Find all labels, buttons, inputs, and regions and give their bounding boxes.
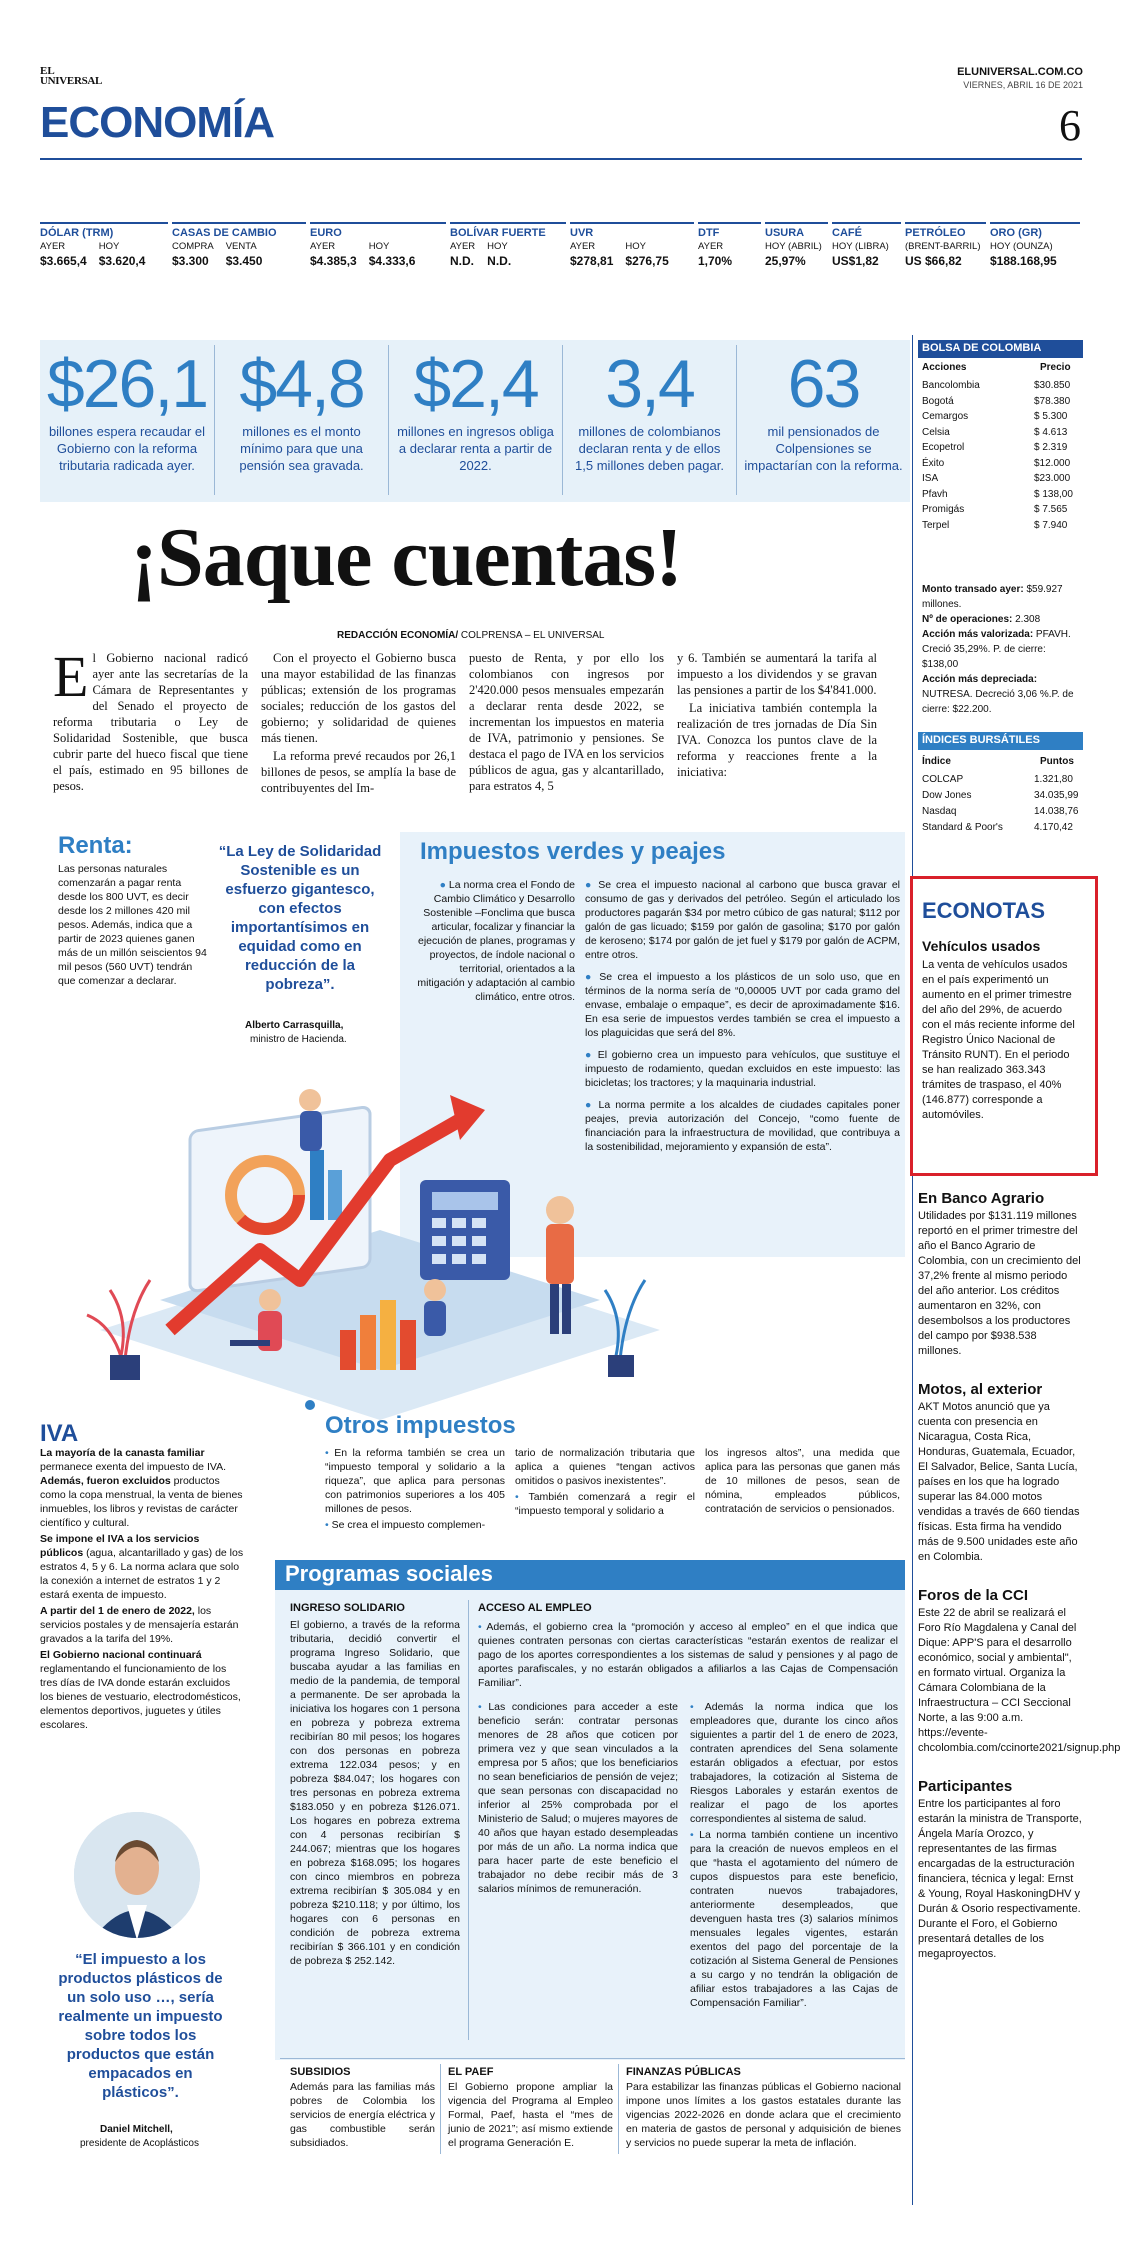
bullet-icon: ● bbox=[439, 879, 446, 891]
table-row bbox=[922, 502, 1082, 518]
key-figure-1 bbox=[214, 345, 388, 495]
key-figures bbox=[40, 345, 910, 495]
row-value: $ 7.565 bbox=[1034, 504, 1068, 515]
indicator-title: BOLÍVAR FUERTE bbox=[450, 227, 546, 239]
row-value: $78.380 bbox=[1034, 395, 1071, 407]
bullet-icon: ● bbox=[585, 971, 594, 983]
indicator-label: HOY bbox=[98, 241, 120, 252]
sidebar-note-title: Motos, al exterior bbox=[918, 1381, 1043, 1398]
indicator-0 bbox=[40, 222, 168, 284]
indicator-value: $3.620,4 bbox=[98, 254, 146, 268]
iva-title: IVA bbox=[40, 1420, 79, 1447]
row-label: Dow Jones bbox=[922, 790, 972, 801]
table-row bbox=[922, 471, 1082, 487]
indicator-title: USURA bbox=[765, 227, 805, 239]
bullet-icon: • bbox=[690, 1829, 694, 1841]
key-figure-3 bbox=[562, 345, 736, 495]
row-value: $12.000 bbox=[1034, 457, 1071, 469]
bottom-divider-1 bbox=[440, 2064, 441, 2154]
verdes-right: ● Se crea el impuesto nacional al carbono que busca gravar el consumo de gas y derivados del petróleo. Según el articulado los productores pagarán $34 por metro cúbico de gas natural; $112 por galón de gas licuado; $159 por galón de gasolina; $170 por galón de keroseno; $174 por galón de jet fuel y $179 por galón de ACPM, entre otros. ● Se crea el impuesto a los plásticos de un solo uso, que en términos de la norma sería de “0,00005 UVT por cada gramo del envase, embalaje o empaque”, es decir de aproximadamente $16. En esa serie de impuestos verdes también se crea el impuesto a los plaguicidas que será del 8%. ● El gobierno crea un impuesto para vehículos, que sustituye el impuesto de rodamiento, quedan excluidos en este impuesto: las bicicletas; los tractores; y la maquinaria industrial. ● La norma permite a los alcaldes de ciudades capitales poner peajes, previa autorización del Concejo, “como fuente de financiación para la infraestructura de movilidad, que contribuya a la sostenibilidad, mejoramiento y expansión de esta”. bbox=[585, 879, 901, 1153]
indicator-label: AYER bbox=[450, 241, 476, 252]
row-value: $ 5.300 bbox=[1034, 411, 1068, 422]
row-label: Terpel bbox=[922, 519, 950, 531]
lead-col-3: puesto de Renta, y por ello los colombianos con ingresos por 2'420.000 pesos mensuales empezarán a declarar renta desde 2022, se incrementan los impuestos en materia de IVA, patrimonio y pensiones. Se destaca el pago de IVA en los servicios públicos de agua, gas y alcantarillado, para estratos 4, 5 bbox=[469, 651, 664, 793]
indicator-value: $4.385,3 bbox=[310, 254, 357, 268]
bullet-icon: • bbox=[478, 1621, 482, 1633]
subsidios-title: SUBSIDIOS bbox=[290, 2066, 351, 2078]
row-value: $ 2.319 bbox=[1034, 442, 1068, 453]
sidebar-note-title: En Banco Agrario bbox=[918, 1190, 1045, 1207]
row-label: Nasdaq bbox=[922, 806, 957, 817]
row-label: Bancolombia bbox=[922, 380, 980, 391]
indicator-label: (BRENT-BARRIL) bbox=[905, 241, 981, 252]
bolsa-title: BOLSA DE COLOMBIA bbox=[922, 342, 1042, 354]
daniel-mitchell-photo bbox=[72, 1810, 202, 1940]
lead-col-1: El Gobierno nacional radicó ayer ante las secretarías de la Cámara de Representantes y del Senado el proyecto de reforma tributaria o Ley de Solidaridad Sostenible, que busca cubrir parte del hueco fiscal que tiene el país, estimado en 95 billones de pesos. bbox=[53, 644, 248, 793]
row-value: $ 138,00 bbox=[1034, 488, 1073, 500]
section-title: ECONOMÍA bbox=[40, 98, 274, 147]
indicator-label: HOY bbox=[368, 241, 390, 252]
row-label: Celsia bbox=[922, 426, 950, 438]
bolsa-table bbox=[922, 378, 1082, 533]
bullet-icon: • bbox=[325, 1447, 329, 1459]
indicator-value: US$1,82 bbox=[832, 254, 879, 268]
indicator-4 bbox=[570, 222, 694, 284]
indicator-title: EURO bbox=[310, 227, 342, 239]
paef-text: El Gobierno propone ampliar la vigencia del Programa al Empleo Formal, Paef, hasta el “mes de junio de 2021”; así mismo extiende el programa Generación E. bbox=[448, 2081, 613, 2149]
bullet-icon: • bbox=[515, 1491, 519, 1503]
bullet-icon: ● bbox=[585, 1049, 594, 1061]
indicator-label: VENTA bbox=[225, 241, 257, 252]
indicator-label: AYER bbox=[40, 241, 66, 252]
indicator-2 bbox=[310, 222, 446, 284]
row-value: 34.035,99 bbox=[1034, 790, 1079, 801]
sidebar-rule bbox=[912, 335, 913, 2205]
indicator-value: $3.665,4 bbox=[40, 254, 87, 268]
key-figure-4 bbox=[736, 345, 910, 495]
sidebar-note bbox=[918, 1778, 1083, 1962]
indicator-value: $3.450 bbox=[225, 254, 263, 268]
bolsa-col-price: Precio bbox=[1040, 362, 1071, 373]
indicator-title: CASAS DE CAMBIO bbox=[172, 227, 277, 239]
bullet-icon: ● bbox=[585, 879, 594, 891]
indicator-label: AYER bbox=[698, 241, 724, 252]
otros-marker bbox=[305, 1400, 315, 1410]
ingreso-text: El gobierno, a través de la reforma tributaria, decidió convertir el programa Ingreso Solidario, que buscaba ayudar a las familias en medio de la pandemia, de temporal a permanente. De ser aprobada la iniciativa los hogares con 1 persona en pobreza y pobreza extrema recibirían 80 mil pesos; los hogares con dos personas en pobreza extrema 122.034 pesos; y en pobreza $84.047; los hogares con tres personas en pobreza extrema $183.050 y en pobreza $126.071. Los hogares en pobreza extrema con 4 personas recibirían $ 244.067; mientras que los hogares en pobreza $168.095; los hogares con cinco miembros en pobreza extrema recibirían $ 305.084 y en pobreza $210.118; y por último, los hogares con 6 personas en condición de pobreza extrema recibirían $ 366.101 y en condición de pobreza $ 252.142. bbox=[290, 1619, 460, 1967]
econotas-text: La venta de vehículos usados en el país experimentó un aumento en el primer trimestre del año del 29%, de acuerdo con el más reciente informe del Registro Único Nacional de Tránsito RUNT). En el periodo se han realizado 363.343 trámites de traspaso, el 40% (146.877) corresponde a automóviles. bbox=[922, 959, 1075, 1121]
row-label: Standard & Poor's bbox=[922, 822, 1003, 833]
key-figure-caption: millones en ingresos obliga a declarar renta a partir de 2022. bbox=[397, 424, 554, 473]
row-value: 14.038,76 bbox=[1034, 806, 1079, 817]
minister-quote: “La Ley de Solidaridad Sostenible es un esfuerzo gigantesco, con efectos importantísimos en equidad como en reducción de la pobreza”. bbox=[218, 843, 382, 993]
indicator-title: DÓLAR (TRM) bbox=[40, 227, 114, 239]
finance-illustration bbox=[60, 1000, 680, 1420]
sidebar-note-text: Entre los participantes al foro estarán la ministra de Transporte, Ángela María Orozco, y representantes de las firmas encargadas de la estructuración financiera, técnica y legal: Ernst & Young, Royal HaskoningDHV y Durán & Osorio respectivamente. Durante el Foro, el Gobierno presentará detalles de los megaproyectos. bbox=[918, 1798, 1082, 1960]
byline: REDACCIÓN ECONOMÍA/ COLPRENSA – EL UNIVERSAL bbox=[337, 630, 605, 641]
row-label: Bogotá bbox=[922, 395, 954, 407]
bullet-icon: • bbox=[690, 1701, 694, 1713]
otros-col-3: los ingresos altos”, una medida que aplica para las personas que ganen más de 10 millones de pesos, sean de nómina, empleados públicos, contratación de servicios o pensionados. bbox=[705, 1447, 900, 1515]
table-row bbox=[922, 456, 1082, 472]
table-row bbox=[922, 487, 1082, 503]
quote2-author: Daniel Mitchell, bbox=[100, 2124, 173, 2135]
key-figure-caption: millones de colombianos declaran renta y de ellos 1,5 millones deben pagar. bbox=[575, 424, 724, 473]
verdes-left: ● La norma crea el Fondo de Cambio Climático y Desarrollo Sostenible –Fonclima que busca articular, focalizar y financiar la ejecución de planes, programas y proyectos, de índole nacional o territorial, orientados a la mitigación y adaptación al cambio climático, entre otros. bbox=[417, 879, 575, 1003]
table-row bbox=[922, 772, 1082, 788]
empleo-col-b: • Además la norma indica que los empleadores que, durante los cinco años siguientes a partir del 1 de enero de 2023, contraten aprendices del Sena solamente estarán obligados a efectuar, por estos trabajadores, la cotización al Sistema de Riesgos Laborales y estarán exentos de realizar el pago de los aportes correspondientes al sistema de salud. • La norma también contiene un incentivo para la creación de nuevos empleos en el que “hasta el agotamiento del número de cupos dispuestos para este beneficio, contraten nuevos trabajadores, anteriormente desempleados, que devenguen hasta tres (3) salarios mínimos mensuales legales vigentes, estarán exentos del pago del porcentaje de la cotización al Sistema General de Pensiones a su cargo y no tendrán la obligación de afiliar estos trabajadores a las Cajas de Compensación Familiar”. bbox=[690, 1701, 899, 2009]
key-figure-value: 63 bbox=[787, 346, 860, 422]
bullet-icon: ● bbox=[585, 1099, 594, 1111]
indices-col-points: Puntos bbox=[1040, 756, 1074, 767]
econotas-sub: Vehículos usados bbox=[922, 938, 1041, 954]
indices-title: ÍNDICES BURSÁTILES bbox=[922, 734, 1040, 746]
indicator-title: DTF bbox=[698, 227, 720, 239]
indicator-9 bbox=[990, 222, 1080, 284]
key-figure-2 bbox=[388, 345, 562, 495]
indicator-value: $3.300 bbox=[172, 254, 209, 268]
table-row bbox=[922, 518, 1082, 534]
indicators-bar bbox=[40, 222, 1080, 284]
indicator-title: CAFÉ bbox=[832, 227, 862, 239]
table-row bbox=[922, 394, 1082, 410]
indicator-label: COMPRA bbox=[172, 241, 214, 252]
row-label: Pfavh bbox=[922, 488, 948, 500]
renta-text: Las personas naturales comenzarán a pagar renta desde los 800 UVT, es decir desde los 2 millones 420 mil pesos. Además, indica que a partir de 2023 quienes ganen más de un millón seiscientos 94 mil pesos (560 UVT) tendrán que comenzar a declarar. bbox=[58, 863, 207, 987]
table-row bbox=[922, 378, 1082, 394]
indicator-8 bbox=[905, 222, 986, 284]
row-label: Cemargos bbox=[922, 411, 969, 422]
sidebar-note-text: Utilidades por $131.119 millones reportó en el primer trimestre del año el Banco Agrario de Colombia, con un crecimiento del 37,2% frente al mismo periodo del año anterior. Los créditos aumentaron en 32%, con desembolsos a los productores del campo por $938.538 millones. bbox=[918, 1210, 1081, 1357]
indices-col-index: Índice bbox=[922, 756, 951, 767]
key-figure-value: 3,4 bbox=[605, 346, 694, 422]
indicator-label: AYER bbox=[570, 241, 596, 252]
indicator-value: N.D. bbox=[450, 254, 474, 268]
bullet-icon: • bbox=[325, 1519, 329, 1531]
indicator-title: UVR bbox=[570, 227, 594, 239]
table-row bbox=[922, 425, 1082, 441]
key-figure-caption: mil pensionados de Colpensiones se impactarían con la reforma. bbox=[744, 424, 903, 473]
ingreso-title: INGRESO SOLIDARIO bbox=[290, 1602, 405, 1614]
indicator-value: 25,97% bbox=[765, 254, 806, 268]
key-figure-caption: billones espera recaudar el Gobierno con la reforma tributaria radicada ayer. bbox=[48, 424, 206, 473]
subsidios-text: Además para las familias más pobres de Colombia los servicios de energía eléctrica y gas combustible serán subsidiados. bbox=[290, 2081, 435, 2149]
indicator-value: $4.333,6 bbox=[368, 254, 416, 268]
verdes-title: Impuestos verdes y peajes bbox=[420, 838, 726, 865]
sidebar-note-text: AKT Motos anunció que ya cuenta con presencia en Nicaragua, Costa Rica, Honduras, Guatemala, Ecuador, El Salvador, Belice, Santa Lucía, países en los que ha logrado superar las 84.000 motos vendidas a través de 660 tiendas físicas. Esta firma ha vendido más de 9.500 unidades este año en Colombia. bbox=[918, 1401, 1080, 1563]
finanzas-text: Para estabilizar las finanzas públicas el Gobierno nacional impone unos límites a los gastos estatales durante las vigencias 2022-2026 en donde aclara que el crecimiento en materia de gastos de personal y adquisición de bienes y servicios no puede superar la meta de inflación. bbox=[626, 2081, 901, 2149]
sidebar-notes bbox=[918, 1190, 1121, 1962]
bottom-divider-2 bbox=[618, 2064, 619, 2154]
key-figure-0 bbox=[40, 345, 214, 495]
row-label: Éxito bbox=[922, 457, 945, 469]
row-label: Promigás bbox=[922, 504, 965, 515]
econotas-title: ECONOTAS bbox=[922, 898, 1046, 923]
row-value: $30.850 bbox=[1034, 380, 1071, 391]
otros-title: Otros impuestos bbox=[325, 1412, 516, 1439]
minister-name: Alberto Carrasquilla, bbox=[245, 1020, 344, 1031]
indicator-value: N.D. bbox=[487, 254, 512, 268]
indicator-value: 1,70% bbox=[698, 254, 733, 268]
row-value: 4.170,42 bbox=[1034, 822, 1073, 833]
sidebar-note bbox=[918, 1587, 1121, 1756]
drop-cap: E bbox=[53, 644, 89, 709]
page-number: 6 bbox=[1059, 101, 1081, 150]
row-label: ISA bbox=[922, 473, 939, 484]
indicator-label: HOY (OUNZA) bbox=[990, 241, 1053, 252]
indicator-label: HOY (ABRIL) bbox=[765, 241, 822, 252]
key-figure-value: $26,1 bbox=[46, 346, 208, 422]
key-figure-value: $2,4 bbox=[413, 346, 538, 422]
header-rule bbox=[40, 158, 1082, 160]
paef-title: EL PAEF bbox=[448, 2066, 494, 2078]
iva-text: La mayoría de la canasta familiar permanece exenta del impuesto de IVA. Además, fueron excluidos productos como la copa menstrual, la venta de bienes inmuebles, los libros y revistas de carácter científico y cultural. Se impone el IVA a los servicios públicos (agua, alcantarillado y gas) de los estratos 4, 5 y 6. La norma aclara que solo la conexión a internet de estratos 1 y 2 estará exenta de impuesto. A partir del 1 de enero de 2022, los servicios postales y de mensajería estarán gravados a la tarifa del 19%. El Gobierno nacional continuará reglamentando el funcionamiento de los tres días de IVA donde estarán excluidos los bienes de vestuario, electrodomésticos, elementos deportivos, juguetes y útiles escolares. bbox=[40, 1447, 244, 1731]
finanzas-title: FINANZAS PÚBLICAS bbox=[626, 2066, 741, 2078]
acoplasticos-quote: “El impuesto a los productos plásticos de un solo uso …, sería realmente un impuesto sobre todos los productos que están empacados en plásticos”. bbox=[58, 1951, 223, 2101]
row-label: Ecopetrol bbox=[922, 442, 965, 453]
indicator-1 bbox=[172, 222, 306, 284]
indicator-5 bbox=[698, 222, 761, 284]
bolsa-summary: Monto transado ayer: $59.927 millones. Nº de operaciones: 2.308 Acción más valorizada: PFAVH. Creció 35,29%. P. de cierre: $138,00 Acción más depreciada: NUTRESA. Decreció 3,06 %.P. de cierre: $22.200. bbox=[922, 584, 1074, 715]
sidebar-note bbox=[918, 1190, 1083, 1359]
indices-table bbox=[922, 772, 1082, 836]
masthead-logo: EL UNIVERSAL bbox=[40, 65, 103, 87]
indicator-title: PETRÓLEO bbox=[905, 227, 966, 239]
lead-col-2: Con el proyecto el Gobierno busca una mayor estabilidad de las finanzas públicas; extensión de los programas sociales; reducción de los gastos del gobierno; y solidaridad de quienes más tienen. La reforma prevé recaudos por 26,1 billones de pesos, se amplía la base de contribuyentes del Im- bbox=[261, 651, 456, 795]
lead-col-4: y 6. También se aumentará la tarifa al impuesto a los dividendos y se gravan las pensiones a partir de los $4'841.000. La iniciativa también contempla la realización de tres jornadas de Día Sin IVA. Conozca los puntos clave de la reforma y reacciones frente a la iniciativa: bbox=[677, 651, 877, 779]
key-figure-value: $4,8 bbox=[239, 346, 364, 422]
row-value: 1.321,80 bbox=[1034, 774, 1073, 785]
programas-title: Programas sociales bbox=[285, 1561, 493, 1586]
row-value: $ 7.940 bbox=[1034, 519, 1068, 531]
headline: ¡Saque cuentas! bbox=[130, 511, 683, 604]
quote2-role: presidente de Acoplásticos bbox=[80, 2138, 199, 2149]
row-value: $23.000 bbox=[1034, 473, 1071, 484]
indicator-label: HOY bbox=[625, 241, 646, 252]
table-row bbox=[922, 820, 1082, 836]
empleo-intro: • Además, el gobierno crea la “promoción y acceso al empleo” en el que indica que quienes contraten personas con ciertas características “estarán exentos de realizar el pago de los aportes correspondientes a los sistemas de salud y pensiones y al pago de aportes parafiscales, y no estarán obligados a afiliarlos a las Cajas de Compensación Familiar”. bbox=[478, 1621, 899, 1689]
indicator-value: $188.168,95 bbox=[990, 254, 1057, 268]
sidebar-note-title: Participantes bbox=[918, 1778, 1013, 1795]
indicator-3 bbox=[450, 222, 566, 284]
indicator-value: $276,75 bbox=[625, 254, 669, 268]
empleo-col-a: • Las condiciones para acceder a este beneficio serán: contratar personas menores de 28 años que coticen por primera vez y que sean vinculados a la empresa por 5 años; que los beneficiarios no sean beneficiarios de pensión de vejez; que sean personas con discapacidad no inferior al 25% comprobada por el Ministerio de Salud; o mujeres mayores de 40 años que hayan estado desempleadas por más de un año. La norma indica que para hacer parte de este beneficio el trabajador no debe recibir más de 3 salarios mínimos de remuneración. bbox=[478, 1701, 679, 1895]
bolsa-col-stock: Acciones bbox=[922, 362, 967, 373]
key-figure-caption: millones es el monto mínimo para que una pensión sea gravada. bbox=[239, 424, 364, 473]
table-row bbox=[922, 788, 1082, 804]
indicator-label: HOY (LIBRA) bbox=[832, 241, 889, 252]
indicator-value: $278,81 bbox=[570, 254, 614, 268]
renta-title: Renta: bbox=[58, 832, 133, 859]
programas-divider bbox=[468, 1600, 469, 2040]
empleo-title: ACCESO AL EMPLEO bbox=[478, 1602, 592, 1614]
minister-role: ministro de Hacienda. bbox=[250, 1034, 347, 1045]
indicator-6 bbox=[765, 222, 828, 284]
indicator-label: HOY bbox=[487, 241, 508, 252]
row-value: $ 4.613 bbox=[1034, 426, 1068, 438]
sidebar-note-title: Foros de la CCI bbox=[918, 1587, 1029, 1604]
indicator-value: US $66,82 bbox=[905, 254, 962, 268]
bullet-icon: • bbox=[478, 1701, 482, 1713]
indicator-label: AYER bbox=[310, 241, 336, 252]
table-row bbox=[922, 409, 1082, 425]
indicator-7 bbox=[832, 222, 901, 284]
sidebar-note bbox=[918, 1381, 1083, 1565]
table-row bbox=[922, 440, 1082, 456]
otros-col-2: tario de normalización tributaria que aplica a quienes “tengan activos omitidos o pasivos inexistentes”. • También comenzará a regir el “impuesto temporal y solidario a bbox=[515, 1447, 695, 1517]
row-label: COLCAP bbox=[922, 774, 964, 785]
indicator-title: ORO (GR) bbox=[990, 227, 1042, 239]
table-row bbox=[922, 804, 1082, 820]
issue-date: VIERNES, ABRIL 16 DE 2021 bbox=[963, 80, 1083, 90]
sidebar-note-text: Este 22 de abril se realizará el Foro Río Magdalena y Canal del Dique: APP'S para el desarrollo económico, social y ambiental", en formato virtual. Organiza la Cámara Colombiana de la Infraestructura – CCI Seccional Norte, a las 9:00 a.m. https://evente-chcolombia.com/ccinorte2021/signup.php bbox=[918, 1607, 1121, 1754]
site-url: ELUNIVERSAL.COM.CO bbox=[957, 66, 1083, 78]
otros-col-1: • En la reforma también se crea un “impuesto temporal y solidario a la riqueza”, que aplica para personas con patrimonios superiores a los 405 millones de pesos. • Se crea el impuesto complemen- bbox=[325, 1447, 505, 1531]
